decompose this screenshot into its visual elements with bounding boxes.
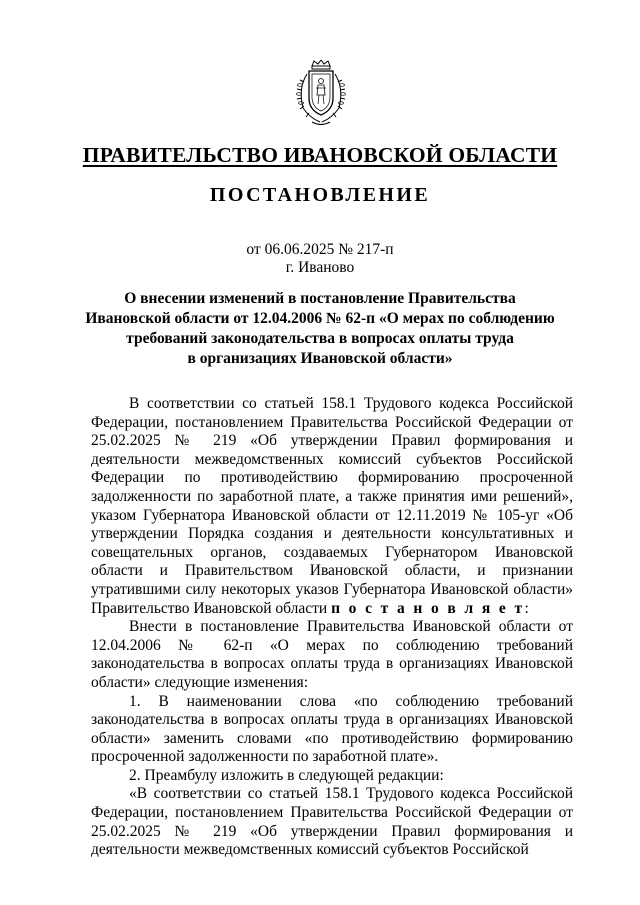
heading-line: требований законодательства в вопросах оплаты труда — [126, 330, 514, 347]
preamble-paragraph — [91, 395, 573, 618]
document-body — [91, 395, 573, 860]
heading-line: О внесении изменений в постановление Правительства — [124, 290, 516, 307]
government-title: ПРАВИТЕЛЬСТВО ИВАНОВСКОЙ ОБЛАСТИ — [82, 143, 558, 167]
body-paragraph: 2. Преамбулу изложить в следующей редакции: — [129, 766, 444, 784]
document-heading — [80, 289, 560, 369]
body-paragraph: Внести в постановление Правительства Ивановской области от 12.04.2006 № 62-п «О мерах по соблюдению требований законодательства в вопросах оплаты труда в организациях Ивановской области» следующие изменения: — [91, 618, 573, 691]
document-type: ПОСТАНОВЛЕНИЕ — [209, 184, 431, 206]
resolves-colon: : — [524, 599, 532, 617]
body-paragraph: 1. В наименовании слова «по соблюдению требований законодательства в вопросах оплаты труда в организациях Ивановской области» заменить словами «по противодействию формированию просроченной задолженности по заработной плате». — [91, 692, 573, 766]
heading-line: в организациях Ивановской области» — [187, 350, 453, 367]
coat-of-arms-icon — [290, 60, 352, 128]
preamble-text: В соответствии со статьей 158.1 Трудового кодекса Российской Федерации, постановлением Правительства Российской Федерации от 25.02.2025 № 219 «Об утверждении Правил формирования и деятельности межведомственных комиссий субъектов Российской Федерации по противодействию формированию просроченной задолженности по заработной плате, а также принятия ими решений», указом Губернатора Ивановской области от 12.11.2019 № 105-уг «Об утверждении Порядка создания и деятельности консультативных и совещательных органов, создаваемых Губернатором Ивановской области и Правительством Ивановской области, и признании утратившими силу некоторых указов Губернатора Ивановской области» Правительство Ивановской области — [91, 395, 573, 617]
document-city: г. Иваново — [285, 259, 355, 276]
body-paragraph: «В соответствии со статьей 158.1 Трудового кодекса Российской Федерации, постановлением Правительства Российской Федерации от 25.02.2025 № 219 «Об утверждении Правил формирования и деятельности межведомственных комиссий субъектов Российской — [91, 785, 573, 859]
document-date-number: от 06.06.2025 № 217-п — [246, 241, 394, 258]
heading-line: Ивановской области от 12.04.2006 № 62-п «О мерах по соблюдению — [85, 310, 555, 327]
resolves-keyword: п о с т а н о в л я е т — [331, 599, 525, 617]
